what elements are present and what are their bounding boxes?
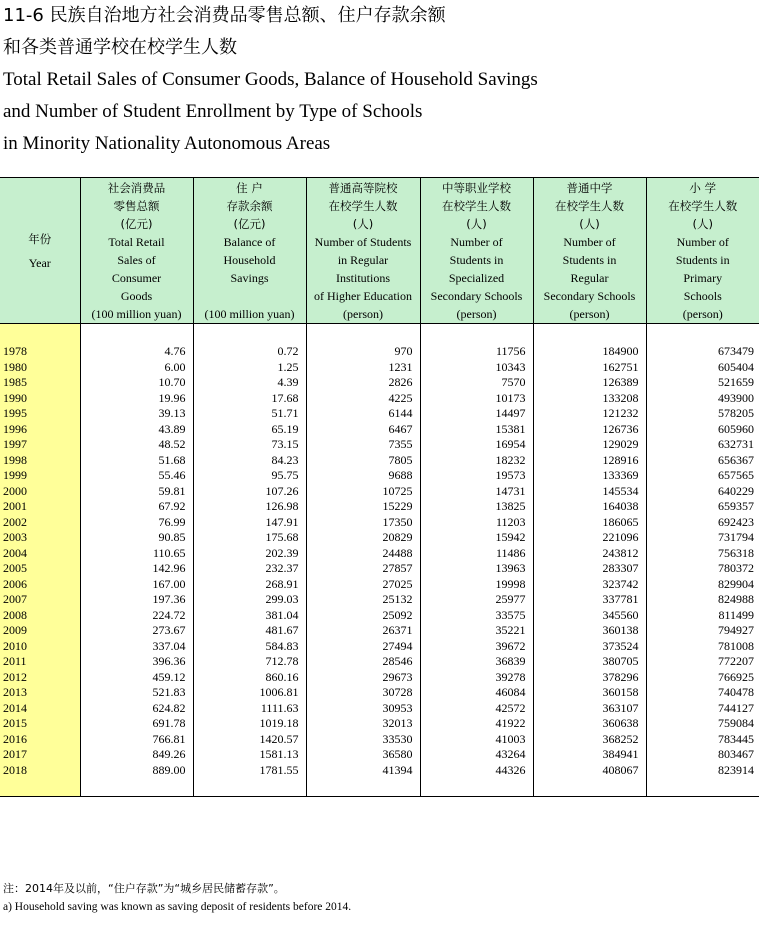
value-cell: 6.00 xyxy=(80,360,193,376)
title-zh-line2: 和各类普通学校在校学生人数 xyxy=(3,37,237,58)
header-en-line: Goods xyxy=(120,288,153,303)
table-row xyxy=(0,732,759,748)
value-cell: 970 xyxy=(306,344,420,360)
year-cell: 2012 xyxy=(0,670,80,686)
value-cell: 860.16 xyxy=(193,670,306,686)
year-cell: 1998 xyxy=(0,453,80,469)
header-en-line: Institutions xyxy=(335,270,390,285)
header-zh-line: (人) xyxy=(579,216,600,231)
value-cell: 162751 xyxy=(533,360,646,376)
header-en-line: Students in xyxy=(675,252,730,267)
value-cell: 7805 xyxy=(306,453,420,469)
header-zh-line: 普通中学 xyxy=(566,180,613,195)
value-cell: 84.23 xyxy=(193,453,306,469)
table-row xyxy=(0,422,759,438)
header-en-line: Primary xyxy=(683,270,723,285)
table-row xyxy=(0,670,759,686)
value-cell: 147.91 xyxy=(193,515,306,531)
value-cell: 39672 xyxy=(420,639,533,655)
header-en-line: Number of xyxy=(676,234,729,249)
year-cell: 2018 xyxy=(0,763,80,779)
value-cell: 712.78 xyxy=(193,654,306,670)
value-cell: 19998 xyxy=(420,577,533,593)
value-cell: 15229 xyxy=(306,499,420,515)
value-cell: 43.89 xyxy=(80,422,193,438)
value-cell: 829904 xyxy=(718,576,754,591)
value-cell: 51.71 xyxy=(193,406,306,422)
value-cell: 39.13 xyxy=(80,406,193,422)
year-cell: 2001 xyxy=(0,499,80,515)
value-cell: 584.83 xyxy=(193,639,306,655)
value-cell: 659357 xyxy=(718,499,754,513)
value-cell: 4.76 xyxy=(80,344,193,360)
year-cell: 2003 xyxy=(0,530,80,546)
header-en-line: in Regular xyxy=(337,252,389,267)
value-cell: 41003 xyxy=(420,732,533,748)
value-cell: 337781 xyxy=(533,592,646,608)
value-cell: 323742 xyxy=(533,577,646,593)
header-zh-line: (人) xyxy=(352,216,374,231)
header-en-line: Schools xyxy=(683,288,722,303)
title-en-line1: Total Retail Sales of Consumer Goods, Balance of Household Savings xyxy=(3,69,538,90)
table-row xyxy=(0,747,759,763)
value-cell: 25132 xyxy=(306,592,420,608)
value-cell: 11756 xyxy=(420,344,533,360)
header-year-en: Year xyxy=(28,255,51,270)
header-year-zh: 年份 xyxy=(28,231,52,246)
value-cell: 67.92 xyxy=(80,499,193,515)
value-cell: 9688 xyxy=(306,468,420,484)
year-cell: 2010 xyxy=(0,639,80,655)
value-cell: 6467 xyxy=(306,422,420,438)
header-en-line: (100 million yuan) xyxy=(204,306,295,321)
value-cell: 19573 xyxy=(420,468,533,484)
value-cell: 783445 xyxy=(718,731,754,746)
value-cell: 243812 xyxy=(533,546,646,562)
value-cell: 29673 xyxy=(306,670,420,686)
header-zh-line: 存款余额 xyxy=(226,198,273,213)
year-cell: 2014 xyxy=(0,701,80,717)
header-primary-schools xyxy=(646,178,759,324)
header-en-line: Secondary Schools xyxy=(543,288,636,303)
value-cell: 51.68 xyxy=(80,453,193,469)
value-cell: 459.12 xyxy=(80,670,193,686)
value-cell: 126389 xyxy=(533,375,646,391)
title-en-line2: and Number of Student Enrollment by Type of Schools xyxy=(3,101,423,122)
value-cell: 824988 xyxy=(718,592,754,606)
header-en-line xyxy=(194,287,306,305)
header-en-line: (person) xyxy=(682,306,723,321)
value-cell: 59.81 xyxy=(80,484,193,500)
value-cell: 521.83 xyxy=(80,685,193,701)
table-row xyxy=(0,623,759,639)
value-cell: 41394 xyxy=(306,763,420,779)
footnote-zh: 注：2014年及以前，“住户存款”为“城乡居民储蓄存款”。 xyxy=(3,882,285,895)
value-cell: 133208 xyxy=(533,391,646,407)
value-cell: 766.81 xyxy=(80,732,193,748)
value-cell: 107.26 xyxy=(193,484,306,500)
value-cell: 360158 xyxy=(533,685,646,701)
table-row xyxy=(0,592,759,608)
year-cell: 2007 xyxy=(0,592,80,608)
value-cell: 186065 xyxy=(533,515,646,531)
value-cell: 1111.63 xyxy=(193,701,306,717)
value-cell: 16954 xyxy=(420,437,533,453)
header-en-line: Savings xyxy=(230,270,269,285)
value-cell: 15381 xyxy=(420,422,533,438)
value-cell: 849.26 xyxy=(80,747,193,763)
value-cell: 384941 xyxy=(533,747,646,763)
value-cell: 10.70 xyxy=(80,375,193,391)
header-en-line: Balance of xyxy=(223,234,276,249)
value-cell: 803467 xyxy=(718,747,754,761)
value-cell: 408067 xyxy=(533,763,646,779)
year-cell: 2002 xyxy=(0,515,80,531)
header-zh-line: 住 户 xyxy=(236,180,263,195)
header-zh-line: 零售总额 xyxy=(113,198,160,213)
value-cell: 6144 xyxy=(306,406,420,422)
value-cell: 142.96 xyxy=(80,561,193,577)
value-cell: 30953 xyxy=(306,701,420,717)
header-en-line: (person) xyxy=(456,306,497,321)
page-title xyxy=(3,0,753,160)
table-row xyxy=(0,344,759,360)
value-cell: 823914 xyxy=(718,762,754,777)
value-cell: 10343 xyxy=(420,360,533,376)
table-row xyxy=(0,701,759,717)
value-cell: 811499 xyxy=(718,607,754,622)
value-cell: 337.04 xyxy=(80,639,193,655)
value-cell: 283307 xyxy=(533,561,646,577)
year-cell: 2013 xyxy=(0,685,80,701)
value-cell: 26371 xyxy=(306,623,420,639)
value-cell: 128916 xyxy=(533,453,646,469)
value-cell: 268.91 xyxy=(193,577,306,593)
year-cell: 1990 xyxy=(0,391,80,407)
value-cell: 15942 xyxy=(420,530,533,546)
year-cell: 2011 xyxy=(0,654,80,670)
value-cell: 167.00 xyxy=(80,577,193,593)
value-cell: 164038 xyxy=(533,499,646,515)
value-cell: 110.65 xyxy=(80,546,193,562)
value-cell: 692423 xyxy=(718,514,754,529)
value-cell: 35221 xyxy=(420,623,533,639)
value-cell: 232.37 xyxy=(193,561,306,577)
header-zh-line: (亿元) xyxy=(120,216,153,231)
header-higher-education xyxy=(306,178,420,324)
value-cell: 299.03 xyxy=(193,592,306,608)
header-en-line: Regular xyxy=(570,270,609,285)
header-zh-line: 在校学生人数 xyxy=(442,198,511,213)
value-cell: 605404 xyxy=(718,359,754,374)
year-cell: 1999 xyxy=(0,468,80,484)
value-cell: 373524 xyxy=(533,639,646,655)
value-cell: 133369 xyxy=(533,468,646,484)
spacer-row xyxy=(0,324,759,345)
value-cell: 396.36 xyxy=(80,654,193,670)
header-zh-line: 在校学生人数 xyxy=(555,198,624,213)
header-specialized-secondary xyxy=(420,178,533,324)
value-cell: 4225 xyxy=(306,391,420,407)
spacer-row xyxy=(0,778,759,797)
value-cell: 76.99 xyxy=(80,515,193,531)
value-cell: 145534 xyxy=(533,484,646,500)
value-cell: 30728 xyxy=(306,685,420,701)
year-cell: 2005 xyxy=(0,561,80,577)
value-cell: 121232 xyxy=(533,406,646,422)
value-cell: 1019.18 xyxy=(193,716,306,732)
table-row xyxy=(0,406,759,422)
value-cell: 11486 xyxy=(420,546,533,562)
header-en-line: Students in xyxy=(562,252,617,267)
header-zh-line: 中等职业学校 xyxy=(442,180,511,195)
value-cell: 1420.57 xyxy=(193,732,306,748)
value-cell: 10725 xyxy=(306,484,420,500)
footnote-en: a) Household saving was known as saving deposit of residents before 2014. xyxy=(3,901,352,913)
statistics-table xyxy=(0,177,759,797)
year-cell: 1997 xyxy=(0,437,80,453)
value-cell: 55.46 xyxy=(80,468,193,484)
value-cell: 19.96 xyxy=(80,391,193,407)
value-cell: 781008 xyxy=(718,638,754,653)
year-cell: 1995 xyxy=(0,406,80,422)
value-cell: 65.19 xyxy=(193,422,306,438)
header-en-line: Number of xyxy=(450,234,503,249)
value-cell: 640229 xyxy=(718,483,754,498)
value-cell: 48.52 xyxy=(80,437,193,453)
header-en-line: Number of xyxy=(563,234,616,249)
table-row xyxy=(0,561,759,577)
value-cell: 36580 xyxy=(306,747,420,763)
value-cell: 13825 xyxy=(420,499,533,515)
value-cell: 759084 xyxy=(718,716,754,730)
value-cell: 20829 xyxy=(306,530,420,546)
table-body xyxy=(0,324,759,797)
value-cell: 197.36 xyxy=(80,592,193,608)
year-cell: 1978 xyxy=(0,344,80,360)
value-cell: 780372 xyxy=(718,561,754,575)
year-cell: 2004 xyxy=(0,546,80,562)
table-row xyxy=(0,468,759,484)
value-cell: 7570 xyxy=(420,375,533,391)
value-cell: 41922 xyxy=(420,716,533,732)
table-row xyxy=(0,499,759,515)
table-row xyxy=(0,546,759,562)
value-cell: 0.72 xyxy=(193,344,306,360)
header-retail-sales xyxy=(80,178,193,324)
value-cell: 221096 xyxy=(533,530,646,546)
value-cell: 36839 xyxy=(420,654,533,670)
value-cell: 345560 xyxy=(533,608,646,624)
value-cell: 1781.55 xyxy=(193,763,306,779)
table-row xyxy=(0,484,759,500)
year-cell: 2008 xyxy=(0,608,80,624)
value-cell: 378296 xyxy=(533,670,646,686)
value-cell: 224.72 xyxy=(80,608,193,624)
value-cell: 25977 xyxy=(420,592,533,608)
header-zh-line: 在校学生人数 xyxy=(328,198,398,213)
value-cell: 43264 xyxy=(420,747,533,763)
table-row xyxy=(0,639,759,655)
header-en-line: (person) xyxy=(569,306,610,321)
value-cell: 731794 xyxy=(718,530,754,544)
value-cell: 772207 xyxy=(718,654,754,668)
value-cell: 756318 xyxy=(718,545,754,560)
table-row xyxy=(0,716,759,732)
value-cell: 360638 xyxy=(533,716,646,732)
table-row xyxy=(0,375,759,391)
value-cell: 2826 xyxy=(306,375,420,391)
header-en-line: Consumer xyxy=(111,270,162,285)
value-cell: 273.67 xyxy=(80,623,193,639)
value-cell: 126736 xyxy=(533,422,646,438)
table-row xyxy=(0,515,759,531)
value-cell: 744127 xyxy=(718,700,754,715)
value-cell: 11203 xyxy=(420,515,533,531)
value-cell: 605960 xyxy=(718,421,754,436)
title-zh-line1: 11-6 民族自治地方社会消费品零售总额、住户存款余额 xyxy=(3,5,446,26)
header-en-line: Students in xyxy=(449,252,504,267)
value-cell: 73.15 xyxy=(193,437,306,453)
table-row xyxy=(0,685,759,701)
value-cell: 33530 xyxy=(306,732,420,748)
year-cell: 2015 xyxy=(0,716,80,732)
value-cell: 493900 xyxy=(718,390,754,405)
year-cell: 2000 xyxy=(0,484,80,500)
header-zh-line: 在校学生人数 xyxy=(668,198,738,213)
table-row xyxy=(0,437,759,453)
year-cell: 2016 xyxy=(0,732,80,748)
value-cell: 32013 xyxy=(306,716,420,732)
value-cell: 202.39 xyxy=(193,546,306,562)
header-en-line: Total Retail xyxy=(108,234,165,249)
value-cell: 18232 xyxy=(420,453,533,469)
header-en-line: Number of Students xyxy=(314,234,412,249)
year-cell: 1985 xyxy=(0,375,80,391)
table-row xyxy=(0,608,759,624)
value-cell: 13963 xyxy=(420,561,533,577)
value-cell: 17.68 xyxy=(193,391,306,407)
value-cell: 7355 xyxy=(306,437,420,453)
value-cell: 42572 xyxy=(420,701,533,717)
table-header-row xyxy=(0,178,759,324)
header-en-line: Specialized xyxy=(448,270,505,285)
table-row xyxy=(0,360,759,376)
footnotes xyxy=(3,880,753,916)
year-cell: 2017 xyxy=(0,747,80,763)
header-en-line: (100 million yuan) xyxy=(91,306,182,321)
value-cell: 33575 xyxy=(420,608,533,624)
value-cell: 1581.13 xyxy=(193,747,306,763)
value-cell: 39278 xyxy=(420,670,533,686)
value-cell: 14497 xyxy=(420,406,533,422)
header-zh-line: (人) xyxy=(692,216,713,231)
value-cell: 656367 xyxy=(718,452,754,467)
value-cell: 27025 xyxy=(306,577,420,593)
year-cell: 2006 xyxy=(0,577,80,593)
header-household-savings xyxy=(193,178,306,324)
table-row xyxy=(0,654,759,670)
header-en-line: of Higher Education xyxy=(314,288,412,303)
value-cell: 360138 xyxy=(533,623,646,639)
year-cell: 1996 xyxy=(0,422,80,438)
year-cell: 2009 xyxy=(0,623,80,639)
table-row xyxy=(0,530,759,546)
header-en-line: Household xyxy=(223,252,276,267)
value-cell: 578205 xyxy=(718,406,754,420)
table-row xyxy=(0,763,759,779)
value-cell: 740478 xyxy=(718,685,754,699)
value-cell: 632731 xyxy=(718,437,754,451)
table-row xyxy=(0,453,759,469)
value-cell: 380705 xyxy=(533,654,646,670)
header-zh-line: 小 学 xyxy=(689,180,717,195)
value-cell: 46084 xyxy=(420,685,533,701)
value-cell: 95.75 xyxy=(193,468,306,484)
header-year xyxy=(0,178,80,324)
value-cell: 521659 xyxy=(718,375,754,389)
value-cell: 90.85 xyxy=(80,530,193,546)
value-cell: 10173 xyxy=(420,391,533,407)
value-cell: 14731 xyxy=(420,484,533,500)
value-cell: 794927 xyxy=(718,623,754,637)
header-zh-line: 社会消费品 xyxy=(107,180,166,195)
value-cell: 1231 xyxy=(306,360,420,376)
header-en-line: Secondary Schools xyxy=(430,288,523,303)
header-en-line: (person) xyxy=(343,306,383,321)
value-cell: 4.39 xyxy=(193,375,306,391)
value-cell: 673479 xyxy=(718,344,754,358)
value-cell: 1.25 xyxy=(193,360,306,376)
header-en-line: Sales of xyxy=(117,252,156,267)
header-regular-secondary xyxy=(533,178,646,324)
value-cell: 175.68 xyxy=(193,530,306,546)
table-row xyxy=(0,577,759,593)
value-cell: 766925 xyxy=(718,669,754,684)
table-row xyxy=(0,391,759,407)
value-cell: 657565 xyxy=(718,468,754,482)
value-cell: 24488 xyxy=(306,546,420,562)
value-cell: 28546 xyxy=(306,654,420,670)
value-cell: 126.98 xyxy=(193,499,306,515)
value-cell: 363107 xyxy=(533,701,646,717)
value-cell: 17350 xyxy=(306,515,420,531)
value-cell: 27494 xyxy=(306,639,420,655)
value-cell: 25092 xyxy=(306,608,420,624)
value-cell: 184900 xyxy=(533,344,646,360)
value-cell: 481.67 xyxy=(193,623,306,639)
value-cell: 27857 xyxy=(306,561,420,577)
year-cell: 1980 xyxy=(0,360,80,376)
value-cell: 129029 xyxy=(533,437,646,453)
value-cell: 1006.81 xyxy=(193,685,306,701)
value-cell: 368252 xyxy=(533,732,646,748)
value-cell: 44326 xyxy=(420,763,533,779)
value-cell: 381.04 xyxy=(193,608,306,624)
header-zh-line: (亿元) xyxy=(233,216,266,231)
header-zh-line: 普通高等院校 xyxy=(328,180,398,195)
value-cell: 889.00 xyxy=(80,763,193,779)
title-en-line3: in Minority Nationality Autonomous Areas xyxy=(3,133,331,154)
value-cell: 691.78 xyxy=(80,716,193,732)
value-cell: 624.82 xyxy=(80,701,193,717)
header-zh-line: (人) xyxy=(466,216,487,231)
